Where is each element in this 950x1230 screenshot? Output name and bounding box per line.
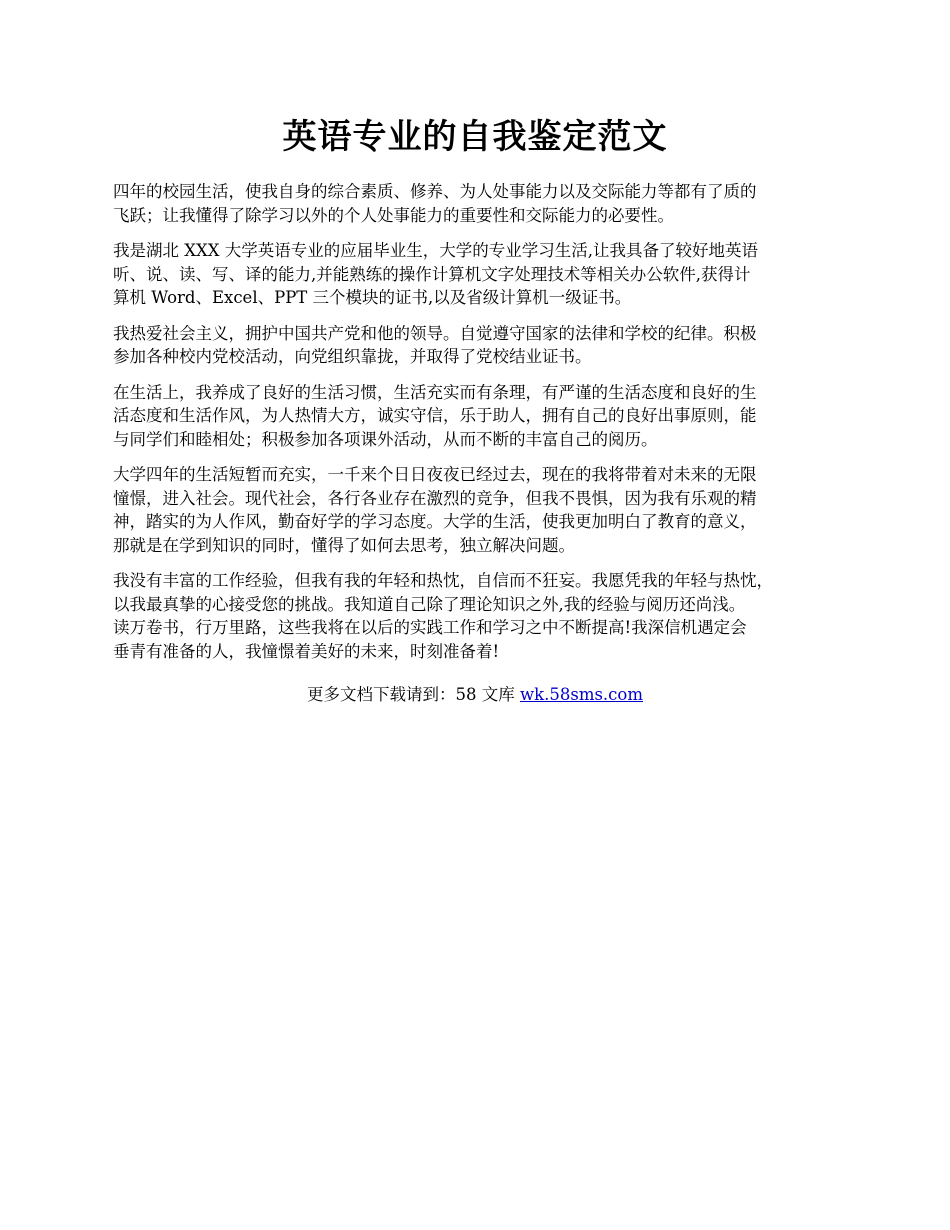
paragraph-line: 算机 Word、Excel、PPT 三个模块的证书,以及省级计算机一级证书。 bbox=[113, 288, 632, 307]
paragraph-line: 在生活上，我养成了良好的生活习惯，生活充实而有条理，有严谨的生活态度和良好的生 bbox=[113, 382, 757, 402]
footer-prefix: 更多文档下载请到：58 文库 bbox=[306, 685, 520, 704]
paragraph-line: 听、说、读、写、译的能力,并能熟练的操作计算机文字处理技术等相关办公软件,获得计 bbox=[113, 264, 751, 284]
paragraph-line: 活态度和生活作风，为人热情大方，诚实守信，乐于助人，拥有自己的良好出事原则，能 bbox=[113, 406, 757, 425]
paragraph-line: 垂青有准备的人，我憧憬着美好的未来，时刻准备着! bbox=[113, 641, 500, 661]
paragraph-line: 我没有丰富的工作经验，但我有我的年轻和热忱，自信而不狂妄。我愿凭我的年轻与热忱， bbox=[113, 571, 773, 590]
paragraph-line: 那就是在学到知识的同时，懂得了如何去思考，独立解决问题。 bbox=[113, 535, 575, 555]
paragraph-5 bbox=[113, 463, 843, 557]
paragraph-line: 飞跃；让我懂得了除学习以外的个人处事能力的重要性和交际能力的必要性。 bbox=[113, 205, 674, 225]
paragraph-line: 以我最真挚的心接受您的挑战。我知道自己除了理论知识之外,我的经验与阅历还尚浅。 bbox=[113, 594, 746, 614]
paragraph-line: 读万卷书，行万里路，这些我将在以后的实践工作和学习之中不断提高!我深信机遇定会 bbox=[113, 618, 747, 637]
paragraph-3 bbox=[113, 322, 843, 369]
footer-link[interactable]: wk.58sms.com bbox=[519, 685, 643, 704]
paragraph-line: 神，踏实的为人作风，勤奋好学的学习态度。大学的生活，使我更加明白了教育的意义， bbox=[113, 512, 757, 531]
download-footer bbox=[0, 683, 950, 707]
paragraph-6 bbox=[113, 569, 843, 663]
paragraph-line: 四年的校园生活，使我自身的综合素质、修养、为人处事能力以及交际能力等都有了质的 bbox=[113, 182, 757, 201]
document-title: 英语专业的自我鉴定范文 bbox=[282, 117, 668, 157]
paragraph-2 bbox=[113, 239, 843, 310]
paragraph-1 bbox=[113, 180, 843, 227]
paragraph-4 bbox=[113, 381, 843, 452]
paragraph-line: 与同学们和睦相处；积极参加各项课外活动，从而不断的丰富自己的阅历。 bbox=[113, 429, 658, 449]
paragraph-line: 我是湖北 XXX 大学英语专业的应届毕业生，大学的专业学习生活,让我具备了较好地英语 bbox=[113, 241, 758, 260]
document-body bbox=[113, 180, 843, 675]
paragraph-line: 大学四年的生活短暂而充实，一千来个日日夜夜已经过去，现在的我将带着对未来的无限 bbox=[113, 465, 757, 484]
paragraph-line: 我热爱社会主义，拥护中国共产党和他的领导。自觉遵守国家的法律和学校的纪律。积极 bbox=[113, 323, 757, 343]
paragraph-line: 参加各种校内党校活动，向党组织靠拢，并取得了党校结业证书。 bbox=[113, 347, 592, 366]
paragraph-line: 憧憬，进入社会。现代社会，各行各业存在激烈的竞争，但我不畏惧，因为我有乐观的精 bbox=[113, 488, 757, 508]
